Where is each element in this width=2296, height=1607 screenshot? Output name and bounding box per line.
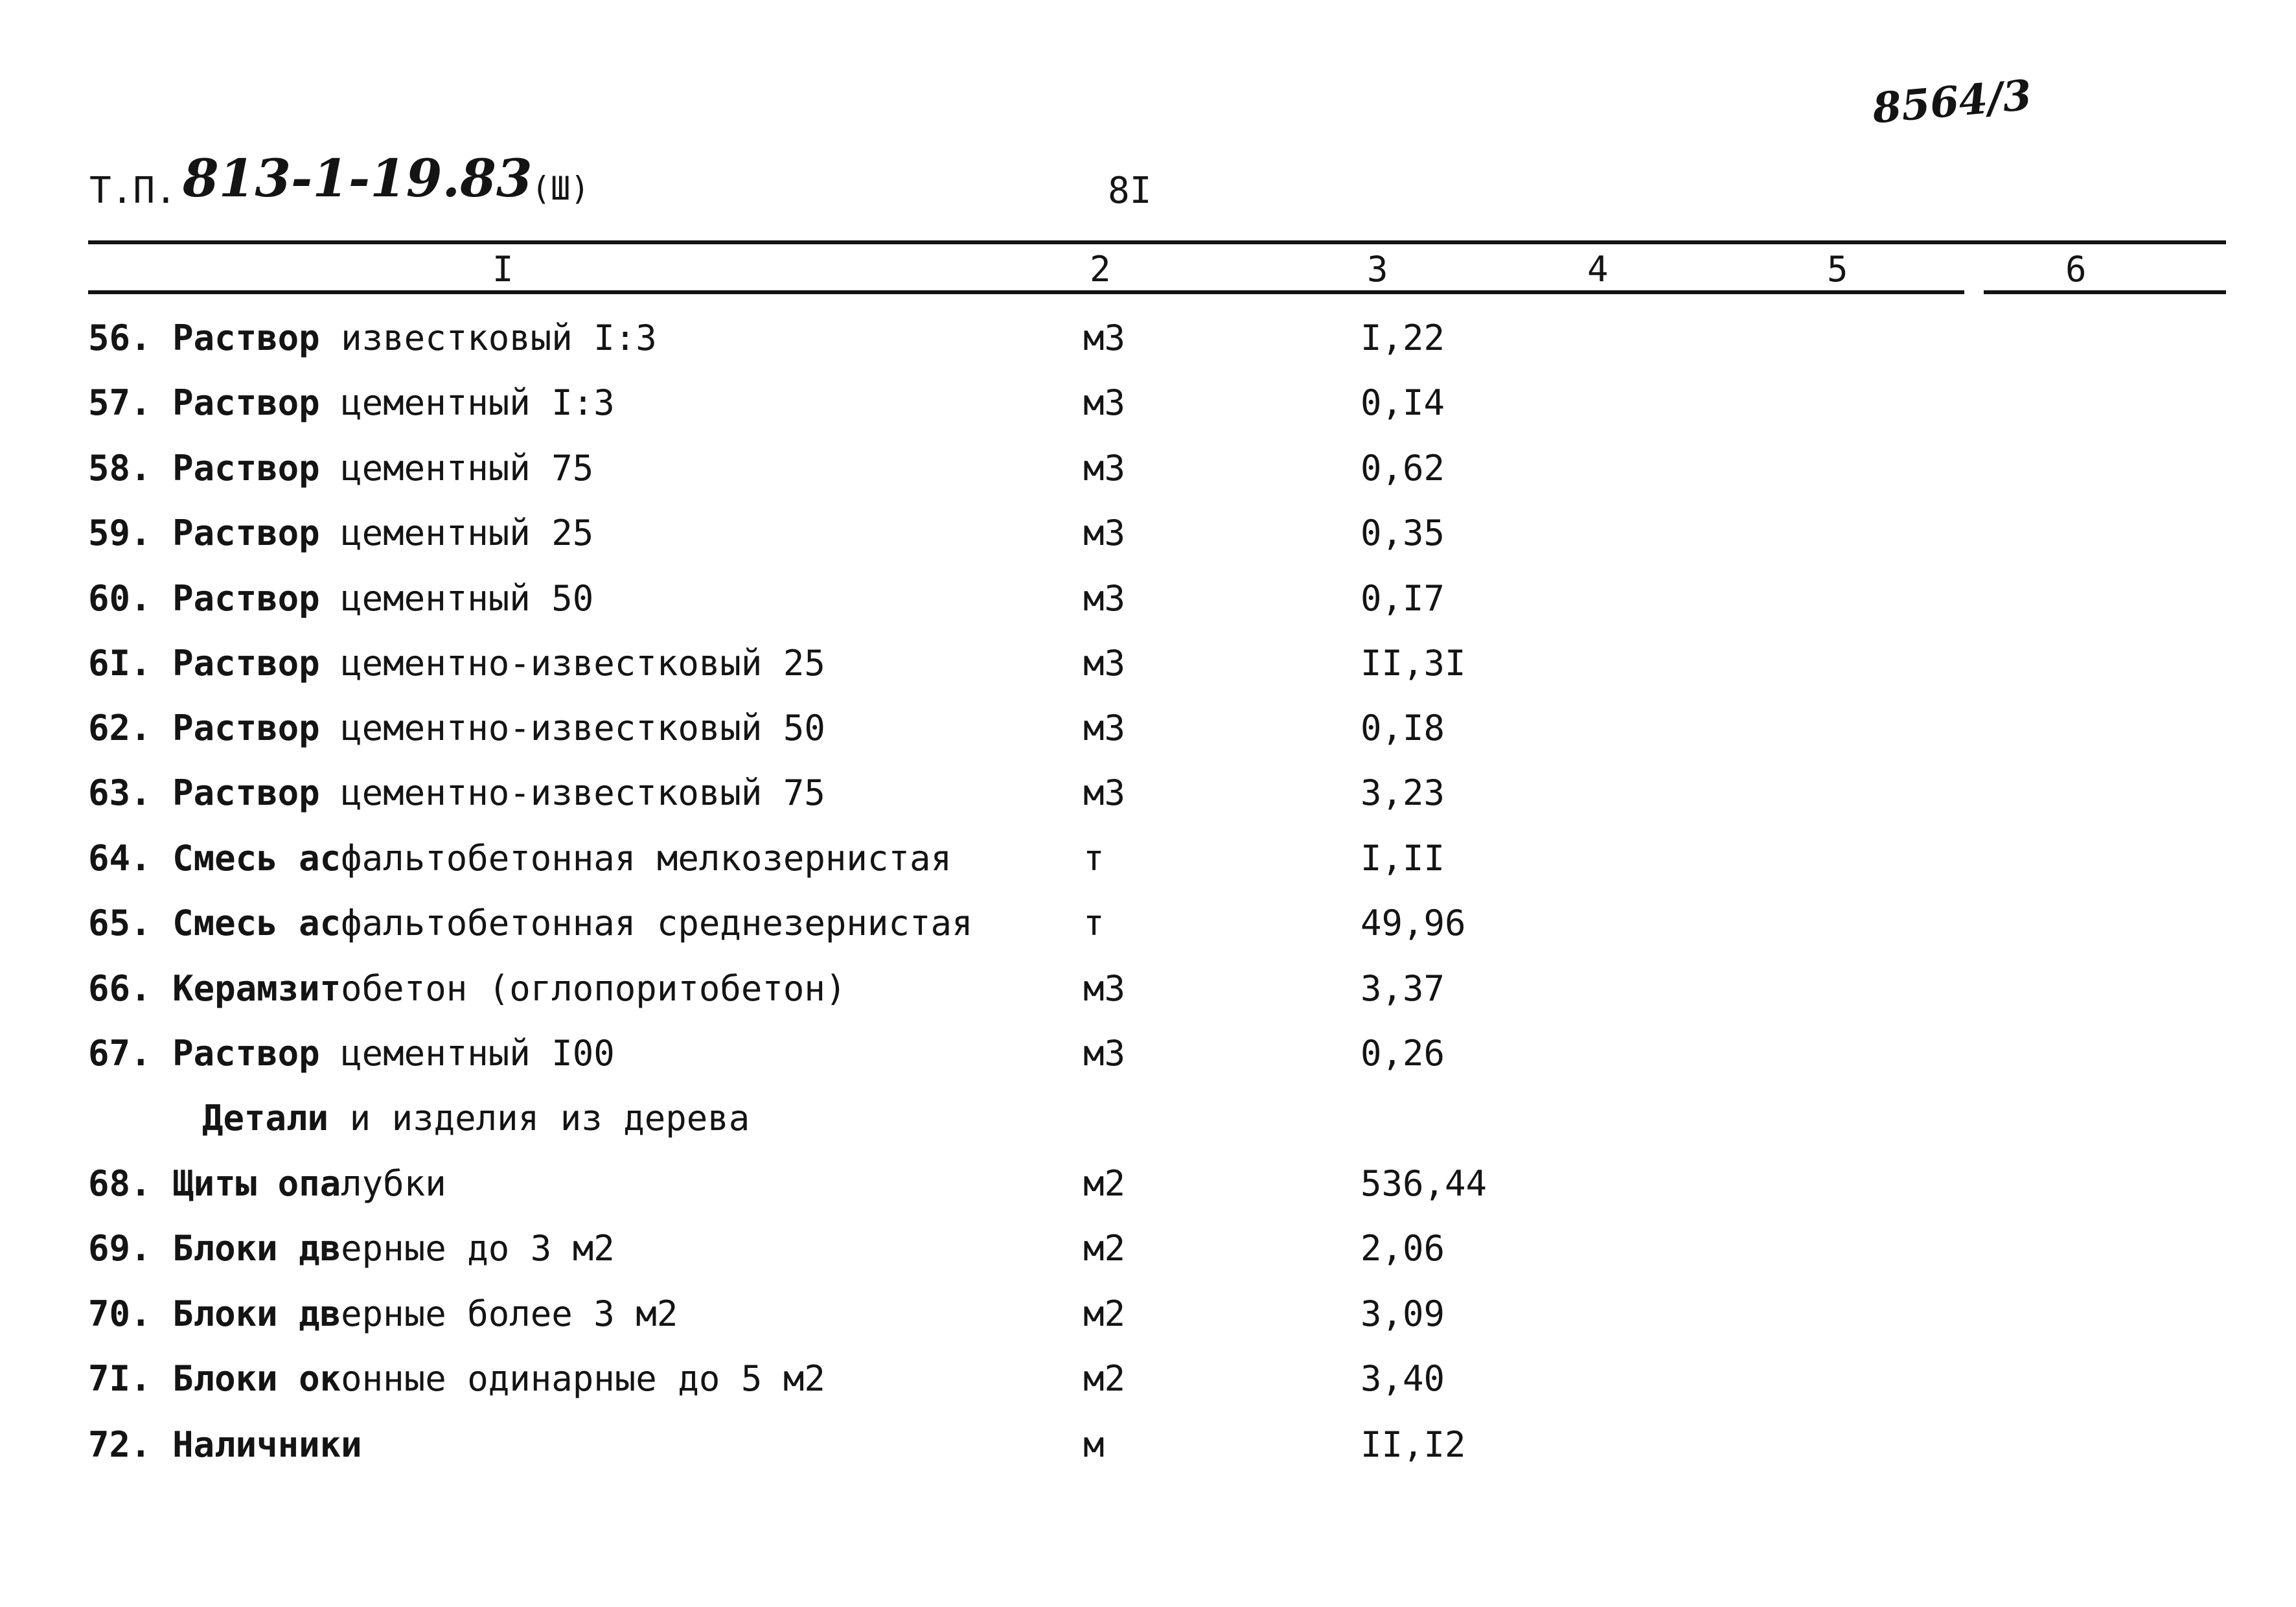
item-name: 72. Наличники (88, 1424, 362, 1465)
table-header-rule-col6 (1984, 290, 2226, 294)
project-code-handwritten: 813-1-19.83 (183, 148, 533, 209)
item-name: 59. Раствор цементный 25 (88, 513, 594, 553)
item-quantity: 536,44 (1360, 1163, 1487, 1204)
item-name: 63. Раствор цементно-известковый 75 (88, 772, 825, 813)
table-header-rule (88, 290, 1964, 294)
item-name: 69. Блоки дверные до 3 м2 (88, 1228, 615, 1269)
item-quantity: I,22 (1360, 318, 1445, 358)
item-unit: м2 (1083, 1228, 1126, 1269)
item-quantity: 0,35 (1360, 513, 1445, 553)
item-unit: м2 (1083, 1358, 1126, 1399)
series-label: (Ш) (531, 170, 590, 207)
item-unit: м3 (1083, 448, 1126, 489)
column-header-1: I (492, 249, 514, 290)
item-quantity: II,3I (1360, 643, 1466, 684)
column-header-4: 4 (1587, 249, 1609, 290)
item-unit: м2 (1083, 1293, 1126, 1334)
item-unit: м3 (1083, 578, 1126, 619)
item-name: 67. Раствор цементный I00 (88, 1033, 615, 1074)
item-quantity: II,I2 (1360, 1424, 1466, 1465)
item-quantity: 3,23 (1360, 772, 1445, 813)
item-name: 68. Щиты опалубки (88, 1163, 446, 1204)
item-quantity: 0,I8 (1360, 708, 1445, 748)
item-name: 65. Смесь асфальтобетонная среднезернистая (88, 903, 973, 943)
item-unit: м3 (1083, 318, 1126, 358)
item-name: 58. Раствор цементный 75 (88, 448, 594, 489)
item-unit: м3 (1083, 513, 1126, 553)
item-unit: т (1083, 903, 1105, 943)
item-quantity: 2,06 (1360, 1228, 1445, 1269)
column-header-3: 3 (1367, 249, 1388, 290)
item-name: 62. Раствор цементно-известковый 50 (88, 708, 825, 748)
item-unit: м3 (1083, 708, 1126, 748)
item-name: 70. Блоки дверные более 3 м2 (88, 1293, 678, 1334)
item-unit: м3 (1083, 643, 1126, 684)
item-quantity: 3,40 (1360, 1358, 1445, 1399)
tp-label: Т.П. (89, 170, 177, 212)
item-name: 56. Раствор известковый I:3 (88, 318, 657, 358)
column-header-2: 2 (1090, 249, 1111, 290)
item-name: 7I. Блоки оконные одинарные до 5 м2 (88, 1358, 825, 1399)
item-name: 66. Керамзитобетон (оглопоритобетон) (88, 968, 847, 1009)
item-name: 60. Раствор цементный 50 (88, 578, 594, 619)
item-quantity: 3,37 (1360, 968, 1445, 1009)
section-header: Детали и изделия из дерева (202, 1098, 750, 1139)
column-header-6: 6 (2065, 249, 2087, 290)
item-unit: м3 (1083, 968, 1126, 1009)
item-quantity: 0,26 (1360, 1033, 1445, 1074)
item-unit: м (1083, 1424, 1105, 1465)
item-unit: м2 (1083, 1163, 1126, 1204)
item-name: 6I. Раствор цементно-известковый 25 (88, 643, 825, 684)
item-quantity: 0,I7 (1360, 578, 1445, 619)
item-unit: м3 (1083, 1033, 1126, 1074)
item-quantity: 49,96 (1360, 903, 1466, 943)
item-quantity: 3,09 (1360, 1293, 1445, 1334)
item-quantity: I,II (1360, 838, 1445, 879)
column-header-5: 5 (1827, 249, 1848, 290)
item-unit: м3 (1083, 382, 1126, 423)
table-top-rule (88, 240, 2226, 244)
item-quantity: 0,I4 (1360, 382, 1445, 423)
item-name: 64. Смесь асфальтобетонная мелкозернистая (88, 838, 952, 879)
document-number-handwritten: 8564/3 (1870, 71, 2034, 133)
item-unit: м3 (1083, 772, 1126, 813)
item-name: 57. Раствор цементный I:3 (88, 382, 615, 423)
page-number: 8I (1108, 170, 1152, 212)
item-unit: т (1083, 838, 1105, 879)
item-quantity: 0,62 (1360, 448, 1445, 489)
